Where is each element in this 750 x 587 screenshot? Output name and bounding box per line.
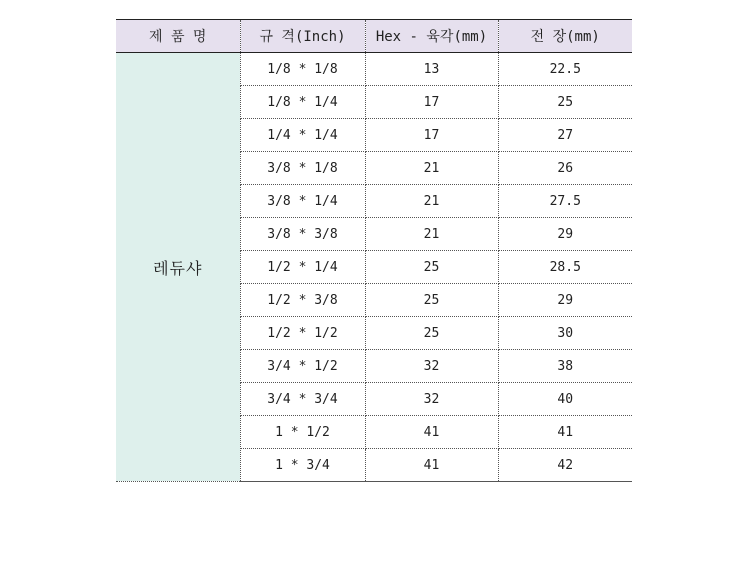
- length-cell: 28.5: [498, 251, 632, 284]
- size-cell: 1 * 3/4: [240, 449, 365, 482]
- hex-cell: 21: [365, 152, 498, 185]
- size-cell: 1/4 * 1/4: [240, 119, 365, 152]
- table-header: [116, 20, 632, 53]
- length-cell: 25: [498, 86, 632, 119]
- length-cell: 22.5: [498, 53, 632, 86]
- size-cell: 1/8 * 1/4: [240, 86, 365, 119]
- size-cell: 1/2 * 1/4: [240, 251, 365, 284]
- hex-cell: 17: [365, 119, 498, 152]
- length-cell: 38: [498, 350, 632, 383]
- table-body: [116, 53, 632, 482]
- header-length-mm: 전 장(mm): [498, 20, 632, 53]
- size-cell: 1/2 * 3/8: [240, 284, 365, 317]
- hex-cell: 32: [365, 350, 498, 383]
- hex-cell: 25: [365, 284, 498, 317]
- size-cell: 3/4 * 1/2: [240, 350, 365, 383]
- table-row: [116, 53, 632, 86]
- length-cell: 27: [498, 119, 632, 152]
- hex-cell: 32: [365, 383, 498, 416]
- length-cell: 26: [498, 152, 632, 185]
- length-cell: 40: [498, 383, 632, 416]
- hex-cell: 21: [365, 218, 498, 251]
- size-cell: 1/2 * 1/2: [240, 317, 365, 350]
- length-cell: 42: [498, 449, 632, 482]
- hex-cell: 17: [365, 86, 498, 119]
- header-product-name: 제 품 명: [116, 20, 240, 53]
- hex-cell: 25: [365, 251, 498, 284]
- length-cell: 29: [498, 284, 632, 317]
- hex-cell: 13: [365, 53, 498, 86]
- length-cell: 29: [498, 218, 632, 251]
- product-name-cell: 레듀샤: [116, 53, 240, 482]
- size-cell: 1 * 1/2: [240, 416, 365, 449]
- hex-cell: 21: [365, 185, 498, 218]
- size-cell: 3/4 * 3/4: [240, 383, 365, 416]
- header-hex-mm: Hex - 육각(mm): [365, 20, 498, 53]
- header-size-inch: 규 격(Inch): [240, 20, 365, 53]
- header-row: [116, 20, 632, 53]
- length-cell: 41: [498, 416, 632, 449]
- hex-cell: 41: [365, 449, 498, 482]
- hex-cell: 41: [365, 416, 498, 449]
- size-cell: 3/8 * 1/8: [240, 152, 365, 185]
- spec-table: [116, 19, 632, 482]
- length-cell: 27.5: [498, 185, 632, 218]
- length-cell: 30: [498, 317, 632, 350]
- size-cell: 1/8 * 1/8: [240, 53, 365, 86]
- size-cell: 3/8 * 3/8: [240, 218, 365, 251]
- size-cell: 3/8 * 1/4: [240, 185, 365, 218]
- hex-cell: 25: [365, 317, 498, 350]
